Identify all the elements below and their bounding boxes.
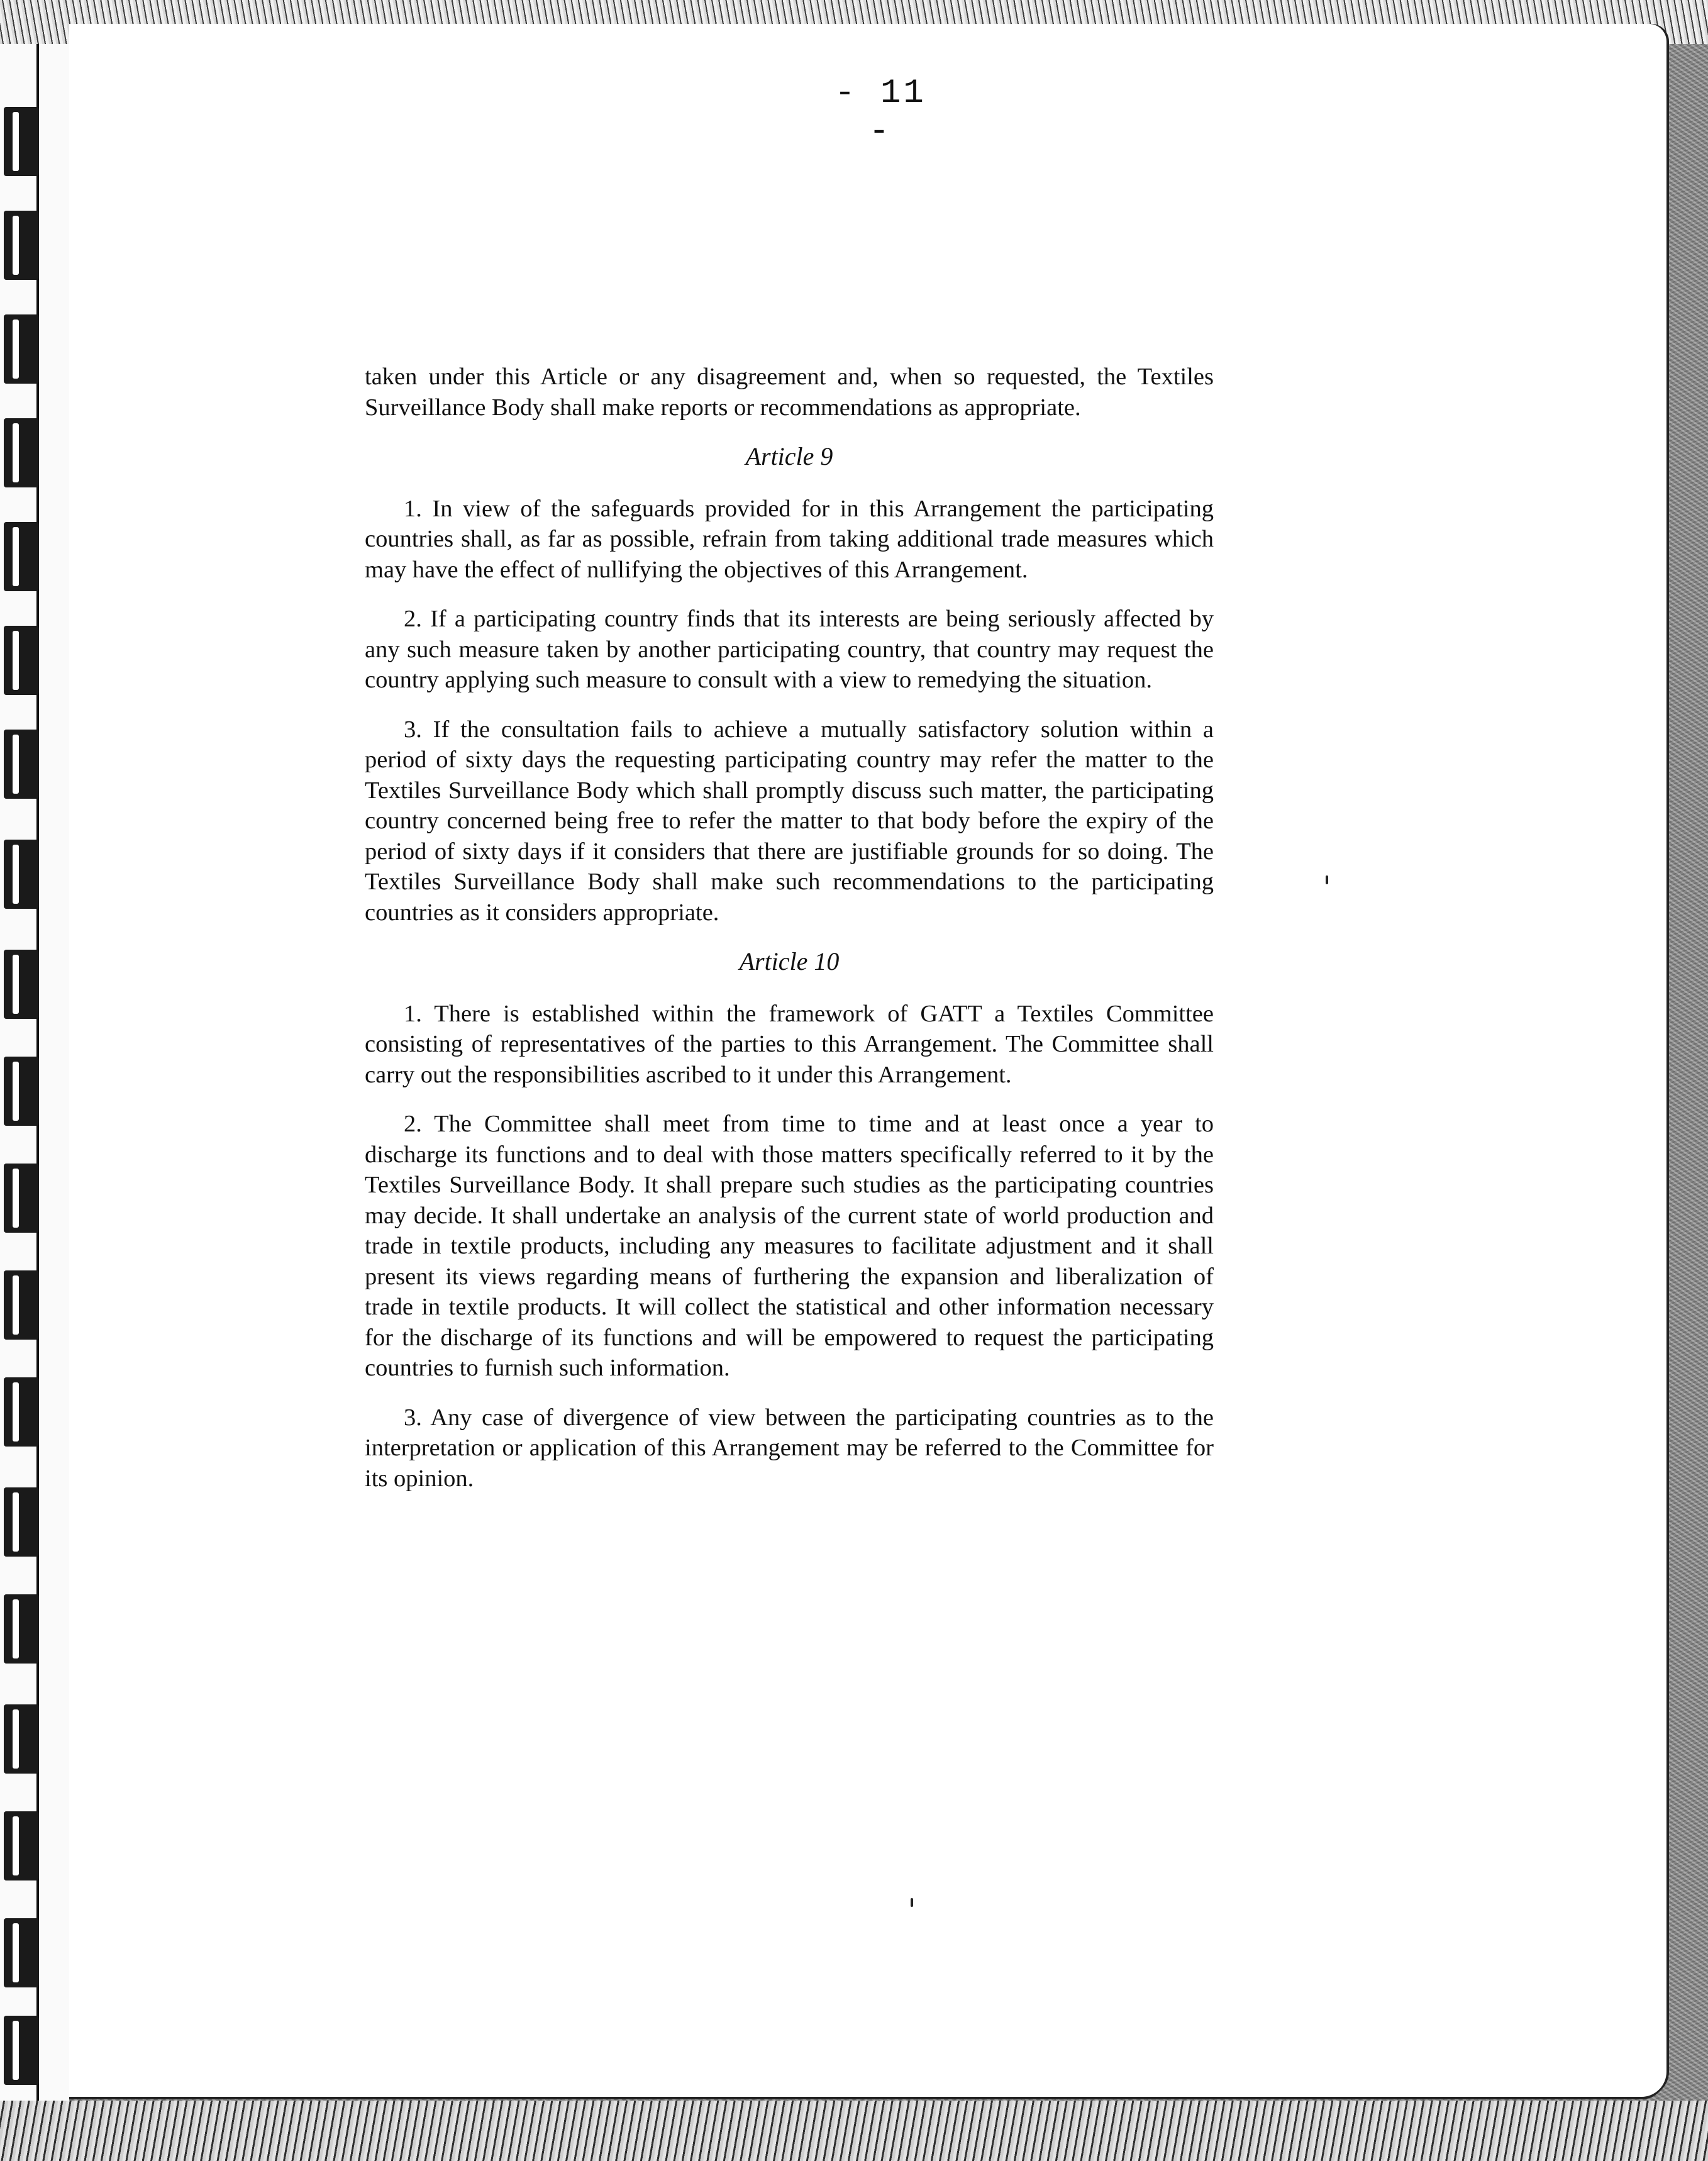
binder-ring-icon bbox=[4, 1164, 39, 1233]
article-9-heading: Article 9 bbox=[745, 442, 833, 470]
binder-ring-icon bbox=[4, 418, 39, 487]
binder-ring-icon bbox=[4, 2016, 39, 2085]
binder-ring-icon bbox=[4, 1057, 39, 1126]
article-10-paragraph-1: 1. There is established within the framework of GATT a Textiles Committee consisting of representatives of the parties to this Arrangement. The Committee shall carry out the responsibilities ascribed to it under this Arrangement. bbox=[365, 1000, 1214, 1088]
binder-ring-icon bbox=[4, 1918, 39, 1987]
document-body bbox=[365, 362, 1214, 1513]
binder-ring-icon bbox=[4, 522, 39, 591]
scan-speck bbox=[1326, 875, 1328, 884]
article-9-paragraph-1: 1. In view of the safeguards provided for in this Arrangement the participating countries shall, as far as possible, refrain from taking additional trade measures which may have the effect of nullifying the objectives of this Arrangement. bbox=[365, 495, 1214, 583]
binder-ring-icon bbox=[4, 950, 39, 1019]
article-9-paragraph-2: 2. If a participating country finds that its interests are being seriously affected by any such measure taken by another participating country, that country may request the country applying such measure to consult with a view to remedying the situation. bbox=[365, 606, 1214, 693]
article-10-paragraph-3: 3. Any case of divergence of view between the participating countries as to the interpretation or application of this Arrangement may be referred to the Committee for its opinion. bbox=[365, 1404, 1214, 1492]
article-10-paragraph-2: 2. The Committee shall meet from time to time and at least once a year to discharge its functions and to deal with those matters specifically referred to it by the Textiles Surveillance Body. It shall prepare such studies as the participating countries may decide. It shall undertake an analysis of the current state of world production and trade in textile products, including any measures to facilitate adjustment and it shall present its views regarding means of furthering the expansion and liberalization of trade in textile products. It will collect the statistical and other information necessary for the discharge of its functions and will be empowered to request the participating countries to furnish such information. bbox=[365, 1111, 1214, 1381]
binder-ring-icon bbox=[4, 314, 39, 384]
binder-ring-icon bbox=[4, 1594, 39, 1664]
article-9-paragraph-3: 3. If the consultation fails to achieve a mutually satisfactory solution within a period of sixty days the requesting participating country may refer the matter to the Textiles Surveillance Body which shall promptly discuss such matter, the participating country concerned being free to refer the matter to that body before the expiry of the period of sixty days if it considers that there are justifiable grounds for so doing. The Textiles Surveillance Body shall make such recommendations to the participating countries as it considers appropriate. bbox=[365, 716, 1214, 926]
binder-ring-icon bbox=[4, 840, 39, 909]
page-number: - 11 - bbox=[835, 74, 926, 151]
binder-ring-icon bbox=[4, 211, 39, 280]
binder-ring-icon bbox=[4, 626, 39, 695]
scan-speck bbox=[911, 1898, 913, 1907]
binder-ring-icon bbox=[4, 730, 39, 799]
binder-ring-icon bbox=[4, 107, 39, 176]
binder-ring-icon bbox=[4, 1487, 39, 1557]
scan-bottom-edge bbox=[0, 2101, 1708, 2161]
binder-ring-icon bbox=[4, 1704, 39, 1774]
binder-ring-icon bbox=[4, 1811, 39, 1880]
binder-ring-icon bbox=[4, 1270, 39, 1340]
binder-ring-icon bbox=[4, 1377, 39, 1447]
article-10-heading: Article 10 bbox=[739, 947, 840, 975]
intro-paragraph: taken under this Article or any disagreement and, when so requested, the Textiles Surveillance Body shall make reports or recommendations as appropriate. bbox=[365, 364, 1214, 421]
